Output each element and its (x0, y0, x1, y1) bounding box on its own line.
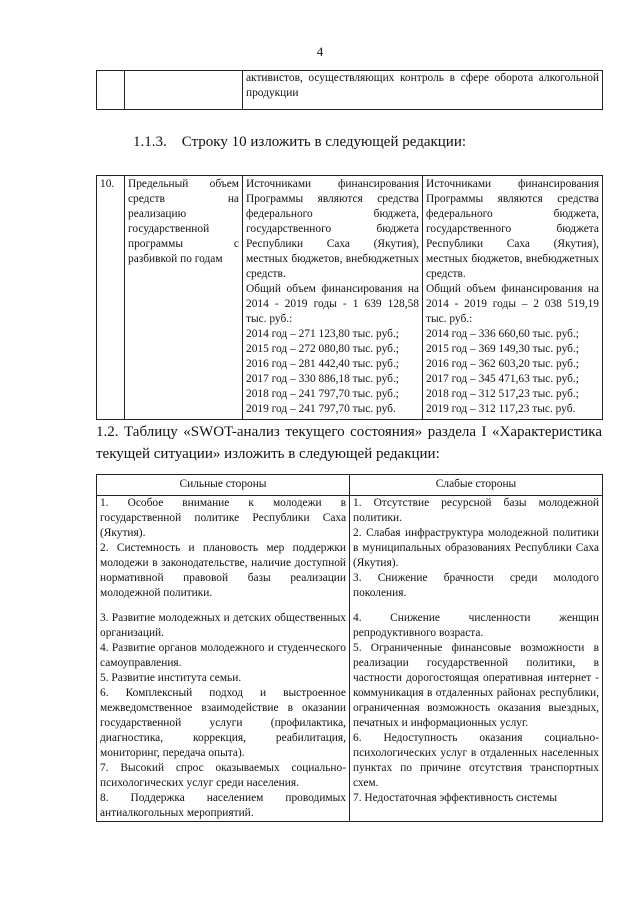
weakness-item: 2. Слабая инфраструктура молодежной политики в муниципальных образованиях Республики Саха (Якутия). (353, 527, 599, 569)
spacer (100, 601, 346, 611)
row10-number: 10. (97, 176, 125, 420)
weakness-item: 5. Ограниченные финансовые возможности в реализации государственной политики, в частности дорогостоящая оперативная интернет - коммуникация в отдаленных районах республики, ограниченная возможность оказания выездных, печатных и информационных услуг. (353, 642, 599, 729)
cell-empty-num (97, 71, 125, 110)
cell-empty-label (125, 71, 243, 110)
old-year-2017: 2017 год – 330 886,18 тыс. руб.; (246, 373, 399, 385)
old-year-2018: 2018 год – 241 797,70 тыс. руб.; (246, 388, 399, 400)
cell-continuation-text: активистов, осуществляющих контроль в сфере оборота алкогольной продукции (243, 71, 603, 110)
strength-item: 5. Развитие института семьи. (100, 672, 242, 684)
new-year-2018: 2018 год – 312 517,23 тыс. руб.; (426, 388, 579, 400)
page-number: 4 (316, 44, 324, 59)
swot-strong-column (97, 496, 350, 822)
strength-item: 7. Высокий спрос оказываемых социально-психологических услуг среди населения. (100, 762, 346, 789)
row10-new-text (423, 176, 603, 420)
strength-item: 2. Системность и плановость мер поддержки молодежи в законодательстве, наличие доступной нормативной правовой базы реализации молодежной политики. (100, 542, 346, 599)
table-row (97, 496, 603, 822)
weakness-item: 7. Недостаточная эффективность системы (353, 792, 558, 804)
row10-label: Предельный объем средств на реализацию государственной программы с разбивкой по годам (125, 176, 243, 420)
new-year-2019: 2019 год – 312 117,23 тыс. руб. (426, 403, 576, 415)
strength-item: 1. Особое внимание к молодежи в государственной политике Республики Саха (Якутия). (100, 497, 346, 539)
continuation-table (96, 70, 603, 110)
old-sources: Источниками финансирования Программы являются средства федерального бюджета, государственного бюджета Республики Саха (Якутия), местных бюджетов, внебюджетных средств. (246, 178, 419, 280)
section-1-1-3-heading: 1.1.3. Строку 10 изложить в следующей редакции: (133, 134, 467, 150)
new-total: Общий объем финансирования на 2014 - 2019 годы – 2 038 519,19 тыс. руб.: (426, 283, 599, 325)
new-year-2015: 2015 год – 369 149,30 тыс. руб.; (426, 343, 579, 355)
old-year-2015: 2015 год – 272 080,80 тыс. руб.; (246, 343, 399, 355)
weakness-item: 6. Недоступность оказания социально-психологических услуг в отдаленных населенных пунктах по причине отсутствия транспортных схем. (353, 732, 599, 789)
weakness-item: 4. Снижение численности женщин репродуктивного возраста. (353, 612, 599, 639)
spacer (353, 601, 599, 611)
row10-old-text (243, 176, 423, 420)
swot-table (96, 474, 603, 822)
old-year-2014: 2014 год – 271 123,80 тыс. руб.; (246, 328, 399, 340)
new-year-2014: 2014 год – 336 660,60 тыс. руб.; (426, 328, 579, 340)
section-1-2-heading: 1.2. Таблицу «SWOT-анализ текущего состояния» раздела I «Характеристика текущей ситуации» изложить в следующей редакции: (96, 424, 602, 462)
weakness-item: 3. Снижение брачности среди молодого поколения. (353, 572, 599, 599)
strength-item: 3. Развитие молодежных и детских общественных организаций. (100, 612, 346, 639)
swot-weak-column (350, 496, 603, 822)
table-row (97, 176, 603, 420)
strength-item: 4. Развитие органов молодежного и студенческого самоуправления. (100, 642, 346, 669)
old-year-2016: 2016 год – 281 442,40 тыс. руб.; (246, 358, 399, 370)
swot-header-row (97, 475, 603, 496)
old-total: Общий объем финансирования на 2014 - 2019 годы - 1 639 128,58 тыс. руб.: (246, 283, 419, 325)
new-year-2017: 2017 год – 345 471,63 тыс. руб.; (426, 373, 579, 385)
new-sources: Источниками финансирования Программы являются средства федерального бюджета, государственного бюджета Республики Саха (Якутия), местных бюджетов, внебюджетных средств. (426, 178, 599, 280)
strength-item: 6. Комплексный подход и выстроенное межведомственное взаимодействие в оказании государственной услуги (профилактика, диагностика, коррекция, реабилитация, мониторинг, передача опыта). (100, 687, 346, 759)
table-row (97, 71, 603, 110)
swot-header-strong: Сильные стороны (97, 475, 350, 496)
weakness-item: 1. Отсутствие ресурсной базы молодежной политики. (353, 497, 599, 524)
strength-item: 8. Поддержка населением проводимых антиалкогольных мероприятий. (100, 792, 346, 819)
row10-table (96, 175, 603, 420)
new-year-2016: 2016 год – 362 603,20 тыс. руб.; (426, 358, 579, 370)
swot-header-weak: Слабые стороны (350, 475, 603, 496)
old-year-2019: 2019 год – 241 797,70 тыс. руб. (246, 403, 396, 415)
